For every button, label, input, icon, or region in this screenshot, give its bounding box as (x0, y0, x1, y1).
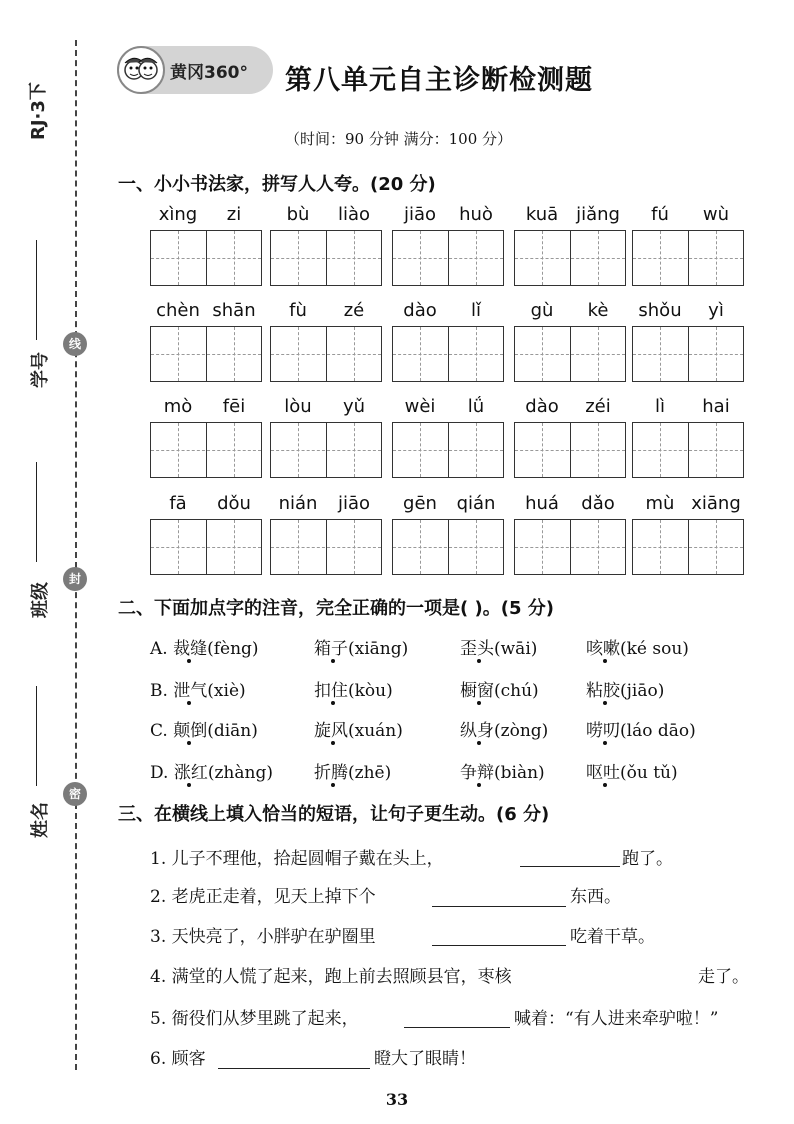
writing-box[interactable] (392, 230, 504, 286)
option-word: 歪头(wāi) (460, 639, 538, 659)
brand-name: 黄冈360° (170, 63, 248, 83)
emphasis-dot (187, 783, 191, 787)
class-line (36, 462, 37, 562)
emphasis-dot (477, 741, 481, 745)
guide-line-horizontal (393, 547, 503, 548)
writing-box[interactable] (632, 326, 744, 382)
pinyin-label: wèi (404, 396, 436, 417)
pinyin-label: nián (278, 493, 318, 514)
emphasis-dot (331, 783, 335, 787)
pinyin-label: chèn (156, 300, 200, 321)
writing-box[interactable] (514, 326, 626, 382)
writing-box[interactable] (514, 230, 626, 286)
pinyin-label: jiāo (337, 493, 371, 514)
page-number: 33 (385, 1090, 409, 1109)
writing-box[interactable] (270, 230, 382, 286)
pinyin-label: jiāo (403, 204, 437, 225)
writing-box[interactable] (270, 519, 382, 575)
sentence-3-end: 吃着干草。 (570, 927, 655, 947)
guide-line-horizontal (393, 258, 503, 259)
sentence-1-text: 1. 儿子不理他，拾起圆帽子戴在头上， (150, 849, 444, 869)
pinyin-label: zi (226, 204, 242, 225)
sentence-3-blank[interactable] (432, 945, 566, 946)
emphasis-dot (477, 701, 481, 705)
option-word: 橱窗(chú) (460, 681, 539, 701)
pinyin-label: mù (645, 493, 675, 514)
emphasis-dot (331, 659, 335, 663)
pinyin-label: lòu (284, 396, 312, 417)
option-word: 箱子(xiāng) (314, 639, 409, 659)
emphasis-dot (331, 741, 335, 745)
writing-box[interactable] (632, 230, 744, 286)
option-word: 扣住(kòu) (314, 681, 393, 701)
guide-line-horizontal (393, 450, 503, 451)
guide-line-horizontal (151, 258, 261, 259)
option-word: 呕吐(ǒu tǔ) (586, 763, 678, 783)
option-word: 折腾(zhē) (314, 763, 392, 783)
section1-heading: 一、小小书法家，拼写人人夸。(20 分) (118, 174, 436, 195)
guide-line-horizontal (151, 450, 261, 451)
option-word: A. 裁缝(fèng) (150, 639, 259, 659)
writing-box[interactable] (270, 422, 382, 478)
writing-box[interactable] (632, 422, 744, 478)
pinyin-label: dǎo (581, 493, 615, 514)
writing-box[interactable] (150, 519, 262, 575)
emphasis-dot (603, 741, 607, 745)
pinyin-label: xìng (158, 204, 198, 225)
writing-box[interactable] (150, 326, 262, 382)
sentence-6-end: 瞪大了眼睛！ (374, 1049, 476, 1069)
pinyin-label: mò (163, 396, 193, 417)
sentence-6-blank[interactable] (218, 1068, 370, 1069)
section3-heading: 三、在横线上填入恰当的短语，让句子更生动。(6 分) (118, 804, 550, 825)
sentence-5-text: 5. 衙役们从梦里跳了起来， (150, 1009, 359, 1029)
pinyin-label: bù (286, 204, 310, 225)
pinyin-label: xiāng (691, 493, 741, 514)
pinyin-label: lǐ (470, 300, 481, 321)
sentence-2-text: 2. 老虎正走着，见天上掉下个 (150, 887, 376, 907)
sentence-5-blank[interactable] (404, 1027, 510, 1028)
pinyin-label: gēn (403, 493, 437, 514)
emphasis-dot (603, 701, 607, 705)
writing-box[interactable] (270, 326, 382, 382)
guide-line-horizontal (271, 354, 381, 355)
guide-line-horizontal (271, 258, 381, 259)
pinyin-label: fù (289, 300, 307, 321)
mascot-logo-icon (117, 46, 165, 94)
name-line (36, 686, 37, 786)
writing-box[interactable] (392, 519, 504, 575)
writing-box[interactable] (514, 422, 626, 478)
pinyin-label: liào (337, 204, 371, 225)
pinyin-label: huò (459, 204, 493, 225)
pinyin-label: dào (403, 300, 437, 321)
page-title: 第八单元自主诊断检测题 (285, 65, 593, 96)
emphasis-dot (187, 701, 191, 705)
option-word: 咳嗽(ké sou) (586, 639, 689, 659)
seal-seal-mark: 封 (63, 567, 87, 591)
guide-line-horizontal (151, 547, 261, 548)
option-word: 粘胶(jiāo) (586, 681, 665, 701)
option-word: B. 泄气(xiè) (150, 681, 246, 701)
sentence-4-text: 4. 满堂的人慌了起来，跑上前去照顾县官，枣核 (150, 967, 512, 987)
pinyin-label: lǘ (467, 396, 485, 417)
pinyin-label: kè (587, 300, 609, 321)
writing-box[interactable] (392, 326, 504, 382)
sentence-1-blank[interactable] (520, 866, 620, 867)
class-label: 班级 (30, 582, 51, 618)
pinyin-label: kuā (525, 204, 559, 225)
sentence-3-text: 3. 天快亮了，小胖驴在驴圈里 (150, 927, 376, 947)
writing-box[interactable] (392, 422, 504, 478)
pinyin-label: dǒu (217, 493, 251, 514)
pinyin-label: gù (530, 300, 554, 321)
guide-line-horizontal (515, 450, 625, 451)
student-no-line (36, 240, 37, 340)
pinyin-label: dào (525, 396, 559, 417)
binding-dashed-line (75, 40, 77, 1070)
pinyin-label: wù (702, 204, 730, 225)
pinyin-label: shān (212, 300, 256, 321)
guide-line-horizontal (633, 547, 743, 548)
pinyin-label: zé (343, 300, 365, 321)
option-word: 旋风(xuán) (314, 721, 403, 741)
section2-heading: 二、下面加点字的注音，完全正确的一项是( )。(5 分) (118, 598, 554, 619)
guide-line-horizontal (515, 258, 625, 259)
sentence-2-end: 东西。 (570, 887, 621, 907)
emphasis-dot (603, 659, 607, 663)
pinyin-label: yǔ (342, 396, 366, 417)
writing-box[interactable] (150, 230, 262, 286)
pinyin-label: qián (456, 493, 496, 514)
emphasis-dot (187, 741, 191, 745)
exam-info: （时间：90 分钟 满分：100 分） (285, 130, 513, 148)
option-word: 争辩(biàn) (460, 763, 545, 783)
pinyin-label: jiǎng (576, 204, 620, 225)
option-word: D. 涨红(zhàng) (150, 763, 273, 783)
writing-box[interactable] (632, 519, 744, 575)
pinyin-label: zéi (585, 396, 611, 417)
guide-line-horizontal (515, 547, 625, 548)
emphasis-dot (187, 659, 191, 663)
option-word: C. 颠倒(diān) (150, 721, 258, 741)
sentence-1-end: 跑了。 (622, 849, 673, 869)
option-word: 唠叨(láo dāo) (586, 721, 696, 741)
pinyin-label: yì (708, 300, 724, 321)
pinyin-label: fú (651, 204, 669, 225)
guide-line-horizontal (271, 450, 381, 451)
sentence-6-text: 6. 顾客 (150, 1049, 206, 1069)
guide-line-horizontal (393, 354, 503, 355)
emphasis-dot (603, 783, 607, 787)
name-label: 姓名 (30, 802, 51, 838)
emphasis-dot (477, 659, 481, 663)
guide-line-horizontal (633, 258, 743, 259)
sentence-5-end: 喊着：“有人进来牵驴啦！” (514, 1009, 719, 1029)
guide-line-horizontal (151, 354, 261, 355)
pinyin-label: hai (702, 396, 730, 417)
sentence-4-blank[interactable] (585, 986, 695, 987)
guide-line-horizontal (271, 547, 381, 548)
writing-box[interactable] (514, 519, 626, 575)
emphasis-dot (477, 783, 481, 787)
pinyin-label: fēi (222, 396, 246, 417)
grade-label: RJ·3下 (28, 82, 49, 140)
writing-box[interactable] (150, 422, 262, 478)
guide-line-horizontal (633, 450, 743, 451)
pinyin-label: shǒu (638, 300, 682, 321)
sentence-2-blank[interactable] (432, 906, 566, 907)
guide-line-horizontal (633, 354, 743, 355)
seal-line-mark: 线 (63, 332, 87, 356)
student-no-label: 学号 (30, 352, 51, 388)
seal-secret-mark: 密 (63, 782, 87, 806)
guide-line-horizontal (515, 354, 625, 355)
pinyin-label: huá (525, 493, 559, 514)
emphasis-dot (331, 701, 335, 705)
pinyin-label: lì (654, 396, 665, 417)
sentence-4-end: 走了。 (698, 967, 749, 987)
pinyin-label: fā (169, 493, 187, 514)
option-word: 纵身(zòng) (460, 721, 549, 741)
